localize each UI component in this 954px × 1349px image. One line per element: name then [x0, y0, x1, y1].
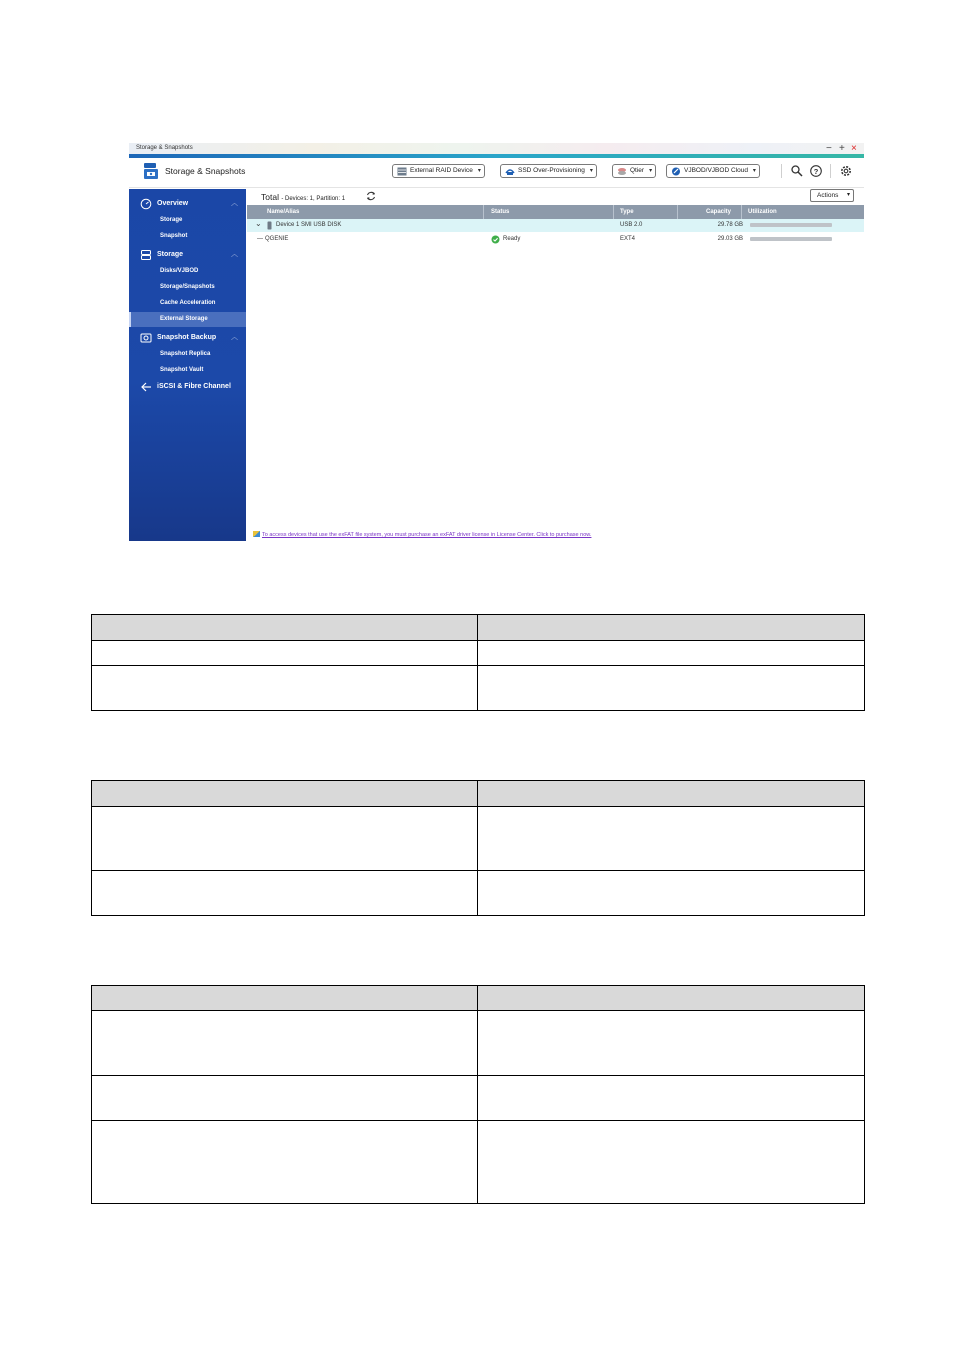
- table-cell: [92, 807, 478, 871]
- svg-text:?: ?: [813, 166, 819, 176]
- row-capacity: 29.78 GB: [717, 222, 743, 228]
- chevron-up-icon[interactable]: ︿: [231, 200, 238, 207]
- gear-icon[interactable]: [839, 164, 853, 178]
- app-header: [129, 158, 864, 188]
- ready-check-icon: [491, 235, 500, 244]
- chevron-down-icon: ▾: [589, 168, 593, 174]
- app-window: [129, 143, 864, 541]
- ssd-over-provisioning-button[interactable]: [500, 164, 597, 178]
- column-header-type[interactable]: Type: [620, 209, 634, 215]
- sidebar-section-label: Storage: [157, 251, 184, 258]
- sidebar-section-label: Overview: [157, 200, 189, 207]
- column-header-name[interactable]: Name/Alias: [267, 209, 300, 215]
- utilization-bar: [750, 237, 832, 241]
- main-content: [247, 189, 864, 541]
- table-cell: [478, 1076, 865, 1121]
- close-icon[interactable]: ×: [851, 143, 857, 154]
- ssd-icon: [505, 167, 515, 176]
- table-cell: [92, 871, 478, 916]
- table-cell: [478, 666, 865, 711]
- header-divider: [781, 164, 782, 178]
- total-subtext: - Devices: 1, Partition: 1: [281, 196, 346, 202]
- table-row: [92, 1076, 865, 1121]
- exfat-license-link[interactable]: To access devices that use the exFAT file system, you must purchase an exFAT driver license in License Center. Click to purchase now.: [262, 532, 592, 538]
- actions-label: Actions: [817, 192, 839, 199]
- sidebar-section-label: Snapshot Backup: [157, 334, 217, 341]
- vjbod-cloud-button[interactable]: [666, 164, 760, 178]
- window-title: Storage & Snapshots: [136, 145, 193, 151]
- dashboard-icon: [140, 198, 152, 210]
- table-cell: [478, 871, 865, 916]
- sidebar-section-label: iSCSI & Fibre Channel: [157, 383, 231, 390]
- tree-branch-icon: —: [257, 236, 263, 242]
- chevron-up-icon[interactable]: ︿: [231, 251, 238, 258]
- utilization-bar: [750, 223, 832, 227]
- table-header-row: [92, 986, 865, 1011]
- table-row: [92, 1121, 865, 1204]
- external-raid-icon: [397, 167, 407, 176]
- help-icon[interactable]: [809, 164, 823, 178]
- table-cell: [92, 1076, 478, 1121]
- table-cell: [478, 1121, 865, 1204]
- table-cell: [478, 641, 865, 666]
- column-divider[interactable]: [483, 205, 484, 219]
- table-cell: [478, 807, 865, 871]
- table-header-row: [92, 615, 865, 641]
- qtier-icon: [617, 167, 627, 176]
- table-row: [92, 666, 865, 711]
- document-table-3: [91, 985, 865, 1204]
- sidebar-item-snapshot-overview[interactable]: Snapshot: [160, 233, 188, 239]
- column-header-status[interactable]: Status: [491, 209, 510, 215]
- qtier-label: Qtier: [630, 167, 645, 174]
- column-divider[interactable]: [613, 205, 614, 219]
- column-divider[interactable]: [741, 205, 742, 219]
- actions-button[interactable]: [810, 189, 854, 202]
- minimize-icon[interactable]: −: [826, 143, 832, 154]
- external-raid-device-button[interactable]: [392, 164, 485, 178]
- window-titlebar: [129, 143, 864, 154]
- snapshot-backup-icon: [140, 332, 152, 344]
- exfat-license-notice[interactable]: [253, 531, 591, 538]
- sidebar-section-storage[interactable]: [129, 247, 246, 263]
- row-type: USB 2.0: [620, 222, 643, 228]
- ssd-over-provisioning-label: SSD Over-Provisioning: [518, 167, 585, 174]
- sidebar-item-cache-acceleration[interactable]: Cache Acceleration: [160, 300, 216, 306]
- table-cell: [92, 1011, 478, 1076]
- external-raid-device-label: External RAID Device: [410, 167, 473, 174]
- sidebar-item-external-storage[interactable]: External Storage: [129, 312, 246, 327]
- app-title: Storage & Snapshots: [165, 166, 246, 176]
- total-summary: [261, 192, 345, 202]
- sidebar: [129, 189, 246, 541]
- row-name: Device 1 SMI USB DISK: [276, 222, 342, 228]
- search-icon[interactable]: [790, 164, 804, 178]
- table-header-cell: [478, 781, 865, 807]
- chevron-up-icon[interactable]: ︿: [231, 334, 238, 341]
- header-divider: [830, 164, 831, 178]
- table-cell: [92, 666, 478, 711]
- sidebar-item-snapshot-vault[interactable]: Snapshot Vault: [160, 367, 204, 373]
- row-capacity: 29.03 GB: [717, 236, 743, 242]
- table-header-row: [92, 781, 865, 807]
- table-header-cell: [92, 781, 478, 807]
- table-row: [92, 1011, 865, 1076]
- table-row[interactable]: [247, 233, 864, 246]
- table-row[interactable]: [247, 219, 864, 232]
- maximize-icon[interactable]: +: [839, 143, 845, 154]
- grid-header: [247, 205, 864, 219]
- column-divider[interactable]: [677, 205, 678, 219]
- row-status: Ready: [503, 236, 521, 242]
- vjbod-cloud-icon: [671, 167, 681, 176]
- table-row: [92, 641, 865, 666]
- column-header-utilization[interactable]: Utilization: [748, 209, 777, 215]
- storage-snapshots-logo-icon: [143, 162, 159, 180]
- sidebar-item-disks-vjbod[interactable]: Disks/VJBOD: [160, 268, 199, 274]
- sidebar-section-iscsi[interactable]: [129, 379, 246, 395]
- chevron-down-icon[interactable]: ⌄: [255, 219, 262, 228]
- table-cell: [92, 1121, 478, 1204]
- document-table-2: [91, 780, 865, 916]
- iscsi-icon: [140, 381, 152, 393]
- chevron-down-icon: ▾: [649, 168, 653, 174]
- table-header-cell: [478, 986, 865, 1011]
- table-row: [92, 807, 865, 871]
- column-header-capacity[interactable]: Capacity: [706, 209, 732, 215]
- row-name: QGENIE: [265, 236, 289, 242]
- license-icon: [253, 531, 260, 537]
- table-row: [92, 871, 865, 916]
- sidebar-item-snapshot-replica[interactable]: Snapshot Replica: [160, 351, 211, 357]
- document-table-1: [91, 614, 865, 711]
- sidebar-item-storage-snapshots[interactable]: Storage/Snapshots: [160, 284, 215, 290]
- table-header-cell: [92, 986, 478, 1011]
- refresh-icon[interactable]: [365, 190, 377, 202]
- storage-icon: [140, 249, 152, 261]
- sidebar-section-overview[interactable]: [129, 196, 246, 212]
- vjbod-cloud-label: VJBOD/VJBOD Cloud: [684, 167, 748, 174]
- usb-drive-icon: [267, 221, 272, 230]
- chevron-down-icon: ▾: [477, 168, 481, 174]
- sidebar-item-storage-overview[interactable]: Storage: [160, 217, 183, 223]
- table-header-cell: [92, 615, 478, 641]
- sidebar-section-snapshot-backup[interactable]: [129, 330, 246, 346]
- table-cell: [478, 1011, 865, 1076]
- row-type: EXT4: [620, 236, 636, 242]
- table-cell: [92, 641, 478, 666]
- chevron-down-icon: ▾: [846, 192, 850, 198]
- qtier-button[interactable]: [612, 164, 656, 178]
- table-header-cell: [478, 615, 865, 641]
- total-label: Total: [261, 192, 279, 202]
- chevron-down-icon: ▾: [752, 168, 756, 174]
